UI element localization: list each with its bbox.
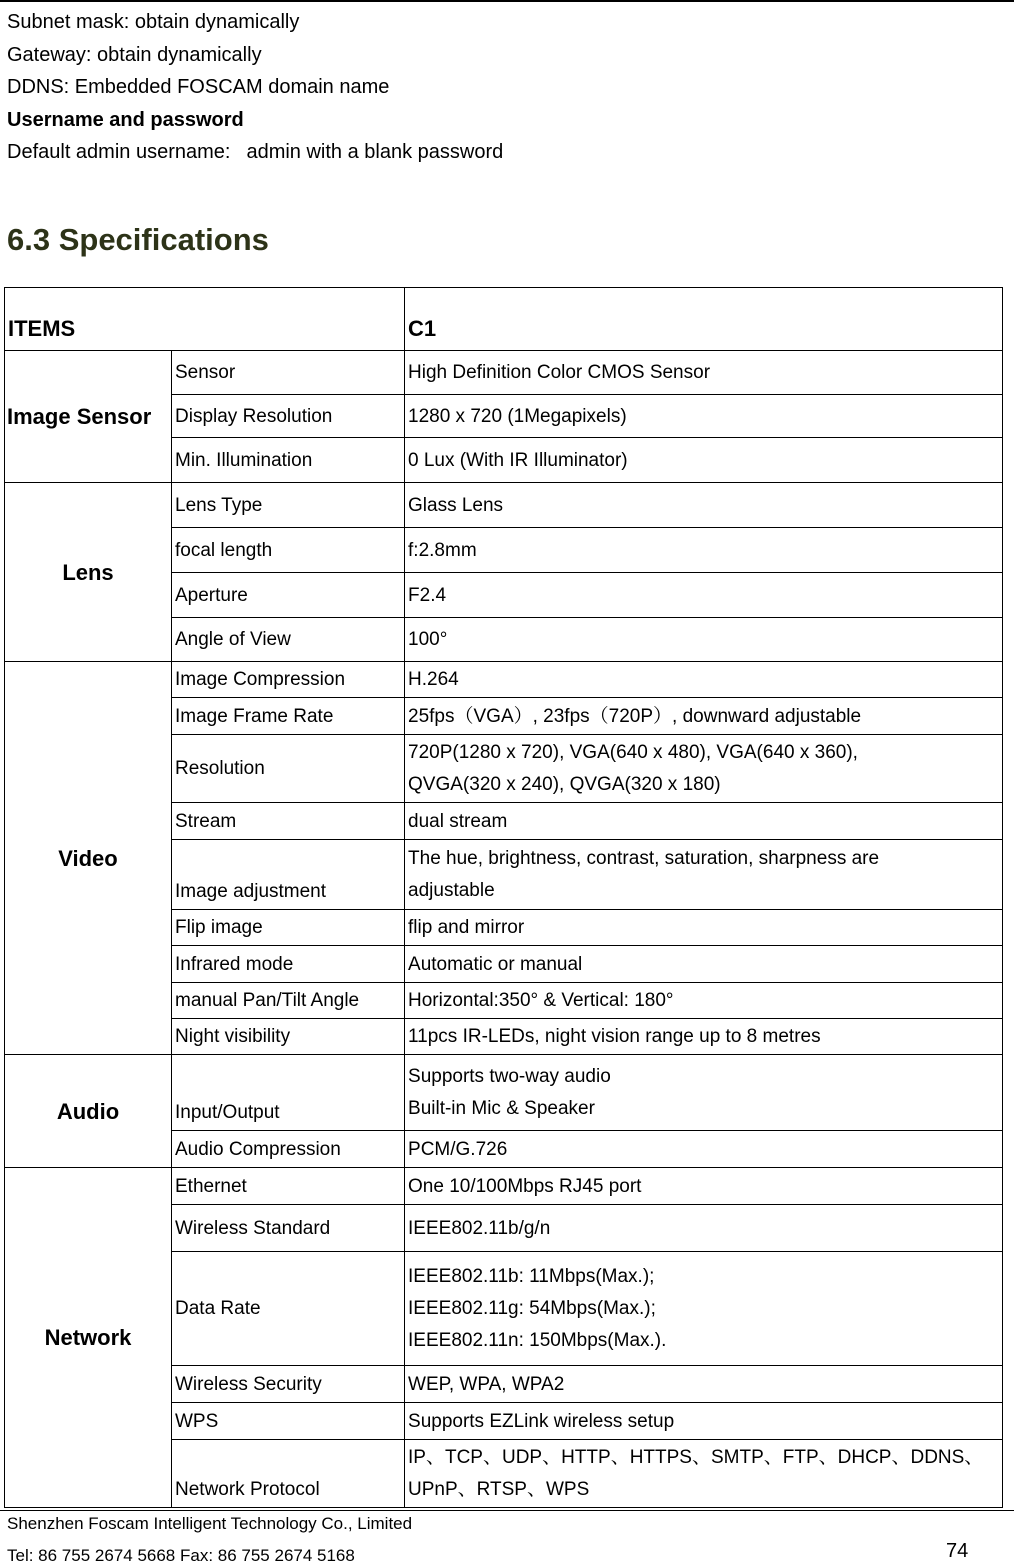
spec-label: Aperture [172, 573, 405, 618]
spec-label: Resolution [172, 735, 405, 803]
specifications-table [4, 287, 1003, 1508]
spec-label: Infrared mode [172, 946, 405, 983]
table-header-row [5, 288, 1003, 351]
spec-value: PCM/G.726 [405, 1131, 1003, 1168]
spec-label: Display Resolution [172, 395, 405, 438]
spec-value: H.264 [405, 662, 1003, 698]
default-credentials-line [7, 136, 503, 169]
spec-value: 100° [405, 618, 1003, 662]
spec-label: manual Pan/Tilt Angle [172, 983, 405, 1019]
spec-label: Image adjustment [172, 840, 405, 910]
spec-label: Min. Illumination [172, 438, 405, 483]
spec-label: Image Frame Rate [172, 698, 405, 735]
header-items: ITEMS [5, 288, 405, 351]
spec-value: f:2.8mm [405, 528, 1003, 573]
default-credentials-value: admin with a blank password [246, 141, 504, 163]
subnet-line: Subnet mask: obtain dynamically [7, 11, 300, 33]
spec-label: Angle of View [172, 618, 405, 662]
spec-value: Glass Lens [405, 483, 1003, 528]
value-line: Built-in Mic & Speaker [408, 1097, 595, 1119]
spec-value [405, 1440, 1003, 1508]
credentials-heading: Username and password [7, 108, 244, 131]
spec-label: Stream [172, 803, 405, 840]
spec-label: Network Protocol [172, 1440, 405, 1508]
footer-contact: Tel: 86 755 2674 5668 Fax: 86 755 2674 5168 [7, 1546, 355, 1565]
value-line: IEEE802.11b: 11Mbps(Max.); [408, 1265, 655, 1287]
value-line: The hue, brightness, contrast, saturation, sharpness are [408, 847, 880, 869]
spec-label: Input/Output [172, 1055, 405, 1131]
footer-company: Shenzhen Foscam Intelligent Technology Co., Limited [7, 1514, 413, 1533]
category-video: Video [5, 662, 172, 1055]
table-row [5, 1055, 1003, 1131]
category-lens: Lens [5, 483, 172, 662]
spec-label: Ethernet [172, 1168, 405, 1205]
table-row [5, 351, 1003, 395]
intro-block [7, 6, 503, 169]
default-credentials-label: Default admin username: [7, 141, 231, 163]
spec-value: Supports EZLink wireless setup [405, 1403, 1003, 1440]
spec-value: flip and mirror [405, 910, 1003, 946]
category-network: Network [5, 1168, 172, 1508]
value-line: QVGA(320 x 240), QVGA(320 x 180) [408, 773, 721, 795]
spec-label: focal length [172, 528, 405, 573]
value-line: IEEE802.11n: 150Mbps(Max.). [408, 1329, 667, 1351]
value-line: 720P(1280 x 720), VGA(640 x 480), VGA(640 x 360), [408, 741, 858, 763]
value-line: Supports two-way audio [408, 1065, 611, 1087]
spec-label: Wireless Standard [172, 1205, 405, 1252]
spec-value [405, 840, 1003, 910]
table-row [5, 483, 1003, 528]
spec-value: 25fps（VGA）, 23fps（720P）, downward adjustable [405, 698, 1003, 735]
footer-rule [0, 1510, 1014, 1511]
spec-label: Audio Compression [172, 1131, 405, 1168]
spec-value: One 10/100Mbps RJ45 port [405, 1168, 1003, 1205]
value-line: IEEE802.11g: 54Mbps(Max.); [408, 1297, 656, 1319]
spec-value: dual stream [405, 803, 1003, 840]
gateway-line: Gateway: obtain dynamically [7, 43, 262, 66]
spec-label: Sensor [172, 351, 405, 395]
spec-label: Image Compression [172, 662, 405, 698]
spec-label: Flip image [172, 910, 405, 946]
spec-value: Horizontal:350° & Vertical: 180° [405, 983, 1003, 1019]
category-audio: Audio [5, 1055, 172, 1168]
spec-value [405, 735, 1003, 803]
spec-value: WEP, WPA, WPA2 [405, 1366, 1003, 1403]
value-line: adjustable [408, 879, 495, 901]
spec-label: Night visibility [172, 1019, 405, 1055]
spec-value: 0 Lux (With IR Illuminator) [405, 438, 1003, 483]
header-model: C1 [405, 288, 1003, 351]
page-number: 74 [946, 1540, 969, 1562]
spec-value: 1280 x 720 (1Megapixels) [405, 395, 1003, 438]
ddns-line: DDNS: Embedded FOSCAM domain name [7, 76, 390, 98]
top-rule [0, 0, 1014, 2]
spec-value: IEEE802.11b/g/n [405, 1205, 1003, 1252]
spec-label: Wireless Security [172, 1366, 405, 1403]
spec-value: High Definition Color CMOS Sensor [405, 351, 1003, 395]
section-heading: 6.3 Specifications [7, 222, 269, 257]
value-line: UPnP、RTSP、WPS [408, 1478, 590, 1500]
value-line: IP、TCP、UDP、HTTP、HTTPS、SMTP、FTP、DHCP、DDNS、 [408, 1446, 984, 1468]
spec-label: Data Rate [172, 1252, 405, 1366]
spec-label: Lens Type [172, 483, 405, 528]
spec-label: WPS [172, 1403, 405, 1440]
spec-value: F2.4 [405, 573, 1003, 618]
spec-value [405, 1252, 1003, 1366]
table-row [5, 1168, 1003, 1205]
spec-value: Automatic or manual [405, 946, 1003, 983]
spec-value [405, 1055, 1003, 1131]
table-row [5, 662, 1003, 698]
spec-value: 11pcs IR-LEDs, night vision range up to 8 metres [405, 1019, 1003, 1055]
category-image-sensor: Image Sensor [5, 351, 172, 483]
